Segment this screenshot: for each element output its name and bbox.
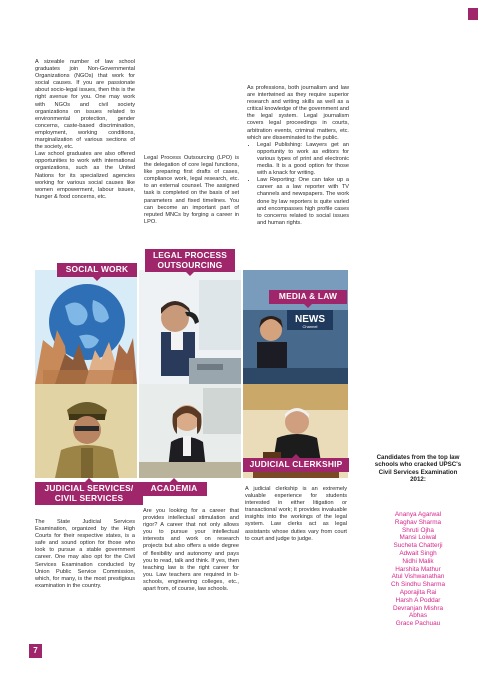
social-work-para-2: Law school graduates are also offered opportunities to work with international organizations, such as the United Nations for its specialized agencies working for various social causes like women empowerment, labour issues, hunger & food concerns, etc. [35,151,135,200]
lpo-label-line2: OUTSOURCING [157,259,223,270]
judicial-services-label-line1: JUDICIAL SERVICES/ [44,483,134,493]
corner-tab [468,8,478,20]
lpo-label-line1: LEGAL PROCESS [152,250,228,260]
candidate-name: Harshita Mathur [395,565,441,573]
lpo-paragraph: Legal Process Outsourcing (LPO) is the delegation of core legal functions, like preparing first drafts of cases, compliance work, legal research, etc. to an external counsel. The assigned task is completed on the basis of set parameters and fixed timelines. You can become an important part of reputed MNCs by forging a career in LPO. [144,155,239,225]
social-work-label [57,263,137,277]
police-officer-illustration [35,384,137,478]
academia-text [143,508,239,593]
social-work-label-text: SOCIAL WORK [65,264,129,274]
candidate-name: Raghav Sharma [394,518,442,526]
academia-paragraph: Are you looking for a career that provides intellectual stimulation and rigor? A career that not only allows you to pursue your intellectual interests and work on research projects but also offers a wide degree of flexibility and autonomy and pays you to read, talk and think. If yes, then teaching law is the right career for you. Law teachers are required in b-schools, engineering colleges, etc., apart from, of course, law schools. [143,508,239,593]
news-sign-text: NEWS [295,314,325,325]
candidate-name: Sucheta Chatterji [393,542,443,550]
judicial-clerkship-label-text: JUDICIAL CLERKSHIP [249,459,343,469]
candidate-name: Grace Pachuau [395,620,441,628]
candidate-name: Devranjan Mishra [392,604,444,612]
judicial-clerkship-label [243,458,349,472]
lpo-label [145,249,235,272]
media-image [243,270,348,384]
candidates-title: Candidates from the top law schools who cracked UPSC's Civil Services Examination 2012: [374,454,462,484]
judicial-clerkship-text [245,486,347,543]
media-law-intro: As professions, both journalism and law are intertwined as they require superior research and writing skills as well as a critical knowledge of the government and the legal system. Legal journalism covers legal proceedings in courts, arbitration events, criminal matters, etc. which are disseminated to the public. [247,85,349,141]
candidate-name: Nidhi Malik [402,557,434,565]
judicial-clerkship-paragraph: A judicial clerkship is an extremely valuable experience for students interested in either litigation or transactional work; it provides invaluable insights into the workings of the legal system. Law clerks act as legal assistants whose duties vary from court to court and judge to judge. [245,486,347,542]
judicial-services-paragraph: The State Judicial Services Examination, organized by the High Courts for their respective states, is a safe and sound option for those who look to pursue a stable government career. One may also opt for the Civil Services Examination conducted by Union Public Service Commission, which, for many, is the most prestigious examination in the country. [35,519,135,589]
social-work-text [35,59,135,201]
judicial-services-image [35,384,137,478]
academia-label [141,482,207,496]
social-work-para-1: A sizeable number of law school graduates join Non-Governmental Organizations (NGOs) that work for social causes. If you are passionate about socio-legal issues, then this is the right avenue for you. One may work with NGOs and civil society organizations on issues related to environmental protection, gender concerns, caste-based discrimination, employment, working conditions, marginalization of various sections of the society, etc. [35,59,135,151]
academia-image [139,384,241,478]
news-desk-illustration [243,270,348,384]
academia-label-text: ACADEMIA [150,483,198,493]
social-work-image [35,270,137,384]
lpo-image [139,270,241,384]
media-law-bullet-publishing: • Legal Publishing: Lawyers get an opportunity to work as editors for various types of print and electronic media. It is a good option for those with a knack for writing. [257,142,349,177]
media-law-text [247,85,349,227]
judicial-services-label [35,482,143,505]
candidate-name: Aporajita Rai [399,588,437,596]
news-sign-subtext: Channel [302,324,318,329]
media-law-label [269,290,347,304]
candidate-name: Ch Sindhu Sharma [391,581,445,589]
media-law-label-text: MEDIA & LAW [278,291,338,301]
candidate-name: Adwait Singh [399,549,437,557]
candidate-name: Abhas [408,612,428,620]
judicial-services-label-line2: CIVIL SERVICES [54,492,124,503]
candidate-name: Ananya Agarwal [394,511,442,518]
candidate-name: Harsh A Poddar [395,596,441,604]
judicial-services-text [35,519,135,590]
candidates-list [372,511,464,628]
candidate-name: Shruti Ojha [402,526,434,534]
globe-hands-illustration [35,270,137,384]
candidate-name: Mansi Loiwal [399,534,437,542]
teacher-illustration [139,384,241,478]
lpo-text [144,155,239,226]
page-number: 7 [29,644,42,658]
media-law-bullets [247,142,349,227]
media-law-bullet-reporting: • Law Reporting: One can take up a career as a law reporter with TV channels and newspapers. The work done by law reporters is quite varied and encompasses high profile cases to concerns related to social issues and human rights. [257,177,349,227]
candidate-name: Atul Vishwanathan [391,573,445,581]
telephone-worker-illustration [139,270,241,384]
